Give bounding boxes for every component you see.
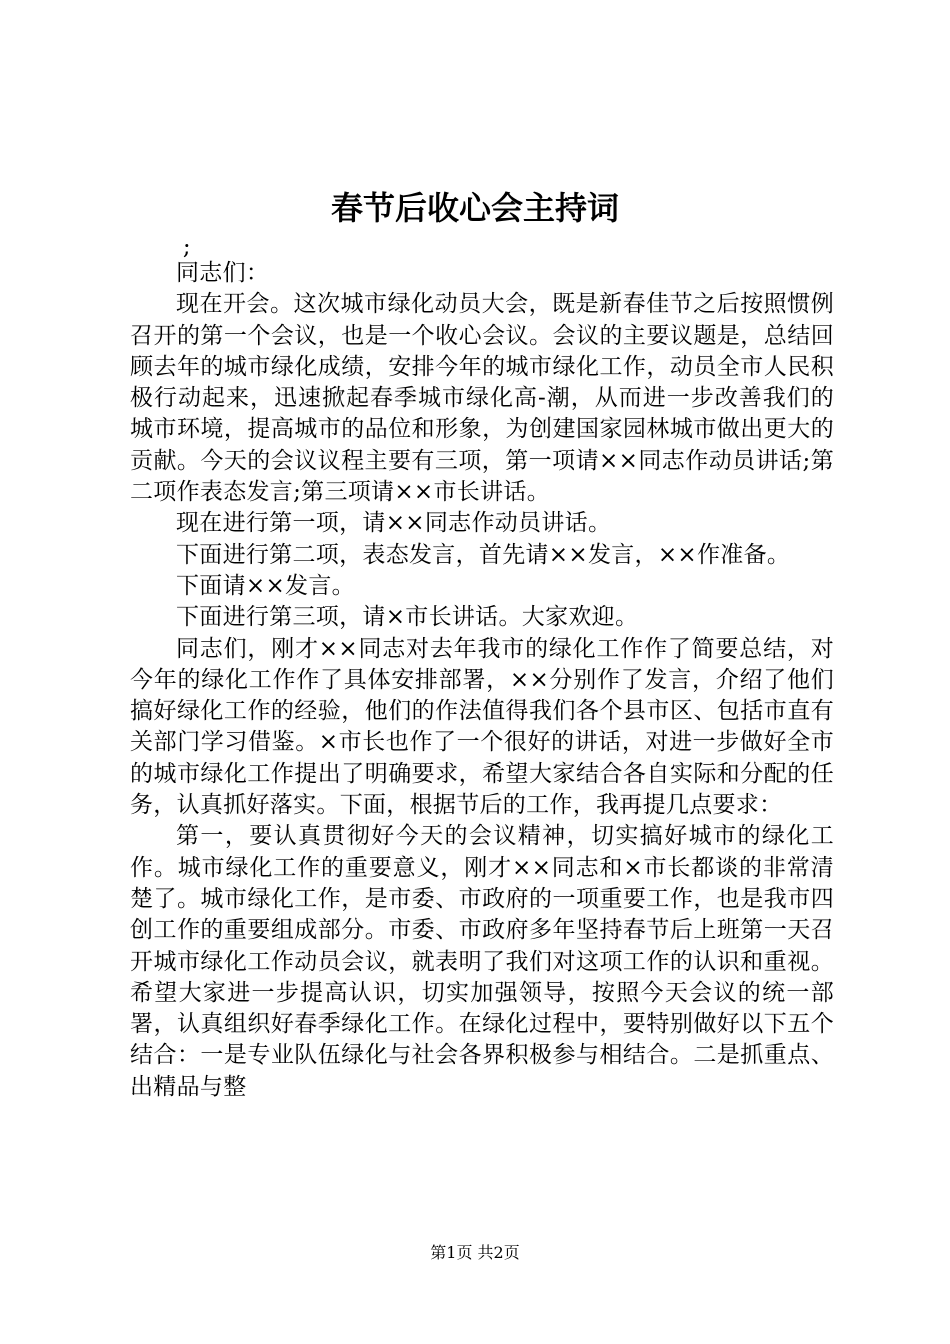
paragraph: ; xyxy=(182,234,191,260)
paragraph: 下面进行第二项，表态发言，首先请××发言，××作准备。 xyxy=(176,541,791,568)
paragraph: 第一，要认真贯彻好今天的会议精神，切实搞好城市的绿化工作。城市绿化工作的重要意义，刚才××同志和×市长都谈的非常清楚了。城市绿化工作，是市委、市政府的一项重要工作，也是我市四创工作的重要组成部分。市委、市政府多年坚持春节后上班第一天召开城市绿化工作动员会议，就表明了我们对这项工作的认识和重视。希望大家进一步提高认识，切实加强领导，按照今天会议的统一部署，认真组织好春季绿化工作。在绿化过程中，要特别做好以下五个结合：一是专业队伍绿化与社会各界积极参与相结合。二是抓重点、出精品与整 xyxy=(130,823,834,1100)
document-body xyxy=(130,236,834,1103)
paragraph: 同志们，刚才××同志对去年我市的绿化工作作了简要总结，对今年的绿化工作作了具体安排部署，××分别作了发言，介绍了他们搞好绿化工作的经验，他们的作法值得我们各个县市区、包括市直有关部门学习借鉴。×市长也作了一个很好的讲话，对进一步做好全市的城市绿化工作提出了明确要求，希望大家结合各自实际和分配的任务，认真抓好落实。下面，根据节后的工作，我再提几点要求： xyxy=(130,635,834,819)
paragraph: 下面请××发言。 xyxy=(176,572,355,599)
paragraph: 下面进行第三项，请×市长讲话。大家欢迎。 xyxy=(176,604,639,631)
paragraph: 现在开会。这次城市绿化动员大会，既是新春佳节之后按照惯例召开的第一个会议，也是一个收心会议。会议的主要议题是，总结回顾去年的城市绿化成绩，安排今年的城市绿化工作，动员全市人民积极行动起来，迅速掀起春季城市绿化高-潮，从而进一步改善我们的城市环境，提高城市的品位和形象，为创建国家园林城市做出更大的贡献。今天的会议议程主要有三项，第一项请××同志作动员讲话;第二项作表态发言;第三项请××市长讲话。 xyxy=(130,291,834,506)
page-footer: 第1页 共2页 xyxy=(430,1243,520,1262)
paragraph: 现在进行第一项，请××同志作动员讲话。 xyxy=(176,510,612,537)
paragraph: 同志们： xyxy=(176,260,270,286)
page-title: 春节后收心会主持词 xyxy=(330,189,619,227)
